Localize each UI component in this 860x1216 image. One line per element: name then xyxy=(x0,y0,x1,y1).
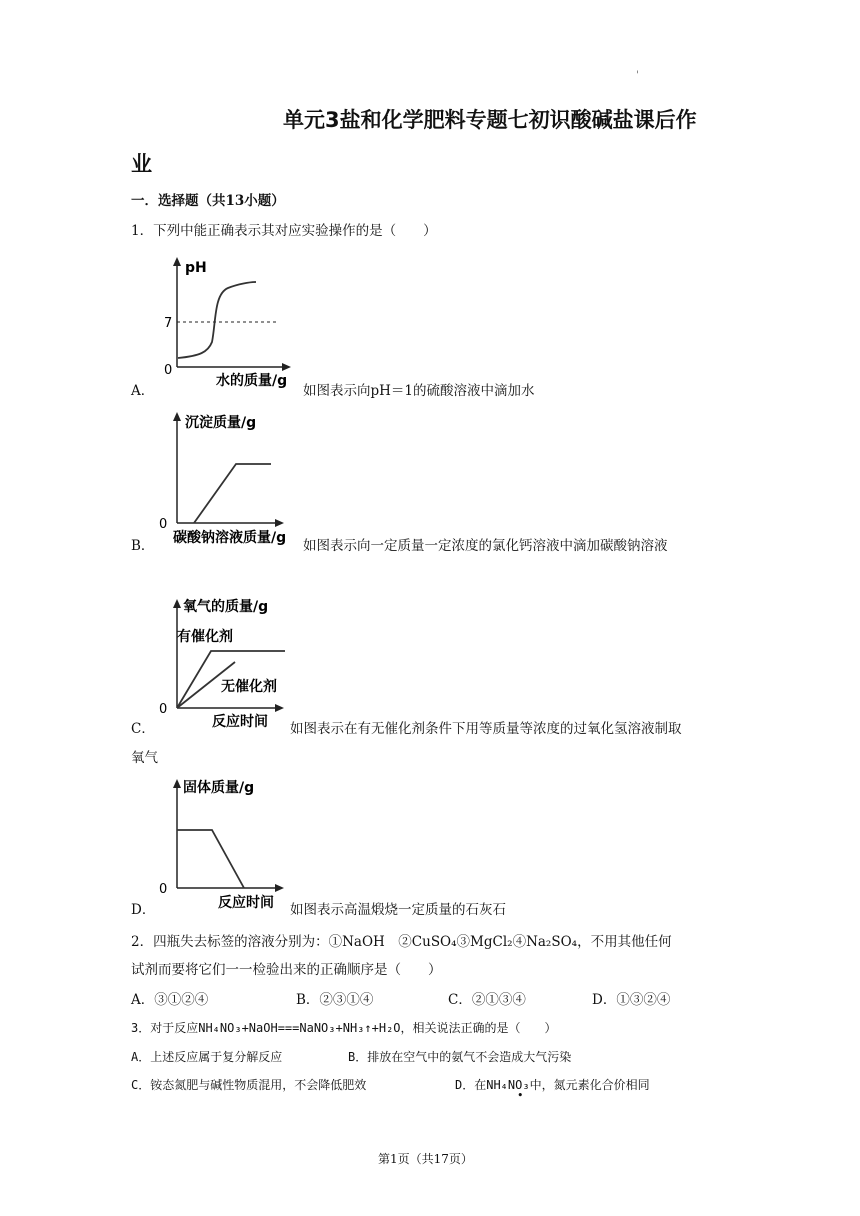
graph-c-x-label: 反应时间 xyxy=(212,714,268,730)
graph-b xyxy=(150,405,300,550)
graph-c-origin: 0 xyxy=(159,702,168,717)
question-1-stem: 1．下列中能正确表示其对应实验操作的是（ ） xyxy=(131,223,437,239)
graph-c-y-label: 氧气的质量/g xyxy=(183,599,269,615)
graph-a-x-label: 水的质量/g xyxy=(216,373,288,389)
option-c-desc-cont: 氧气 xyxy=(131,750,158,766)
question-2-line1: 2．四瓶失去标签的溶液分别为：①NaOH ②CuSO₄③MgCl₂④Na₂SO₄，不用其他任何 xyxy=(131,934,672,950)
emphasis-dot: • xyxy=(517,1089,524,1102)
graph-a xyxy=(150,252,300,392)
question-3-stem: 3．对于反应NH₄NO₃+NaOH===NaNO₃+NH₃↑+H₂O，相关说法正确的是（ ） xyxy=(131,1021,557,1035)
graph-c xyxy=(150,590,300,735)
question-3-option-a: A．上述反应属于复分解反应 xyxy=(131,1050,283,1064)
document-title-line2: 业 xyxy=(131,152,152,176)
graph-b-x-label: 碳酸钠溶液质量/g xyxy=(173,530,287,546)
page-footer: 第1页（共17页） xyxy=(378,1152,473,1166)
graph-c-curve1-label: 有催化剂 xyxy=(177,629,233,645)
graph-d xyxy=(150,770,300,915)
question-2-line2: 试剂而要将它们一一检验出来的正确顺序是（ ） xyxy=(131,962,442,978)
option-d-letter: D． xyxy=(131,902,156,918)
option-a-letter: A． xyxy=(131,383,155,399)
option-c-desc: 如图表示在有无催化剂条件下用等质量等浓度的过氧化氢溶液制取 xyxy=(290,721,682,737)
option-d-desc: 如图表示高温煅烧一定质量的石灰石 xyxy=(290,902,506,918)
graph-b-origin: 0 xyxy=(159,517,168,532)
graph-a-ref-tick: 7 xyxy=(164,316,173,331)
question-3-option-d: D．在NH₄NO₃中，氮元素化合价相同 xyxy=(455,1078,650,1092)
graph-d-origin: 0 xyxy=(159,882,168,897)
graph-a-origin: 0 xyxy=(164,363,173,378)
question-2-option-b: B．②③①④ xyxy=(296,992,374,1008)
question-2-option-c: C．②①③④ xyxy=(448,992,526,1008)
graph-a-y-label: pH xyxy=(185,260,207,276)
section-heading: 一．选择题（共13小题） xyxy=(131,193,285,209)
option-b-desc: 如图表示向一定质量一定浓度的氯化钙溶液中滴加碳酸钠溶液 xyxy=(303,538,668,554)
graph-d-y-label: 固体质量/g xyxy=(183,780,255,796)
question-3-option-c: C．铵态氮肥与碱性物质混用，不会降低肥效 xyxy=(131,1078,367,1092)
graph-d-x-label: 反应时间 xyxy=(218,895,274,911)
graph-b-y-label: 沉淀质量/g xyxy=(185,415,257,431)
option-a-desc: 如图表示向pH＝1的硫酸溶液中滴加水 xyxy=(303,383,535,399)
option-c-letter: C． xyxy=(131,721,155,737)
graph-c-curve2-label: 无催化剂 xyxy=(221,679,277,695)
header-mark: ' xyxy=(636,70,639,81)
document-title-line1: 单元3盐和化学肥料专题七初识酸碱盐课后作 xyxy=(283,108,697,132)
question-2-option-d: D．①③②④ xyxy=(592,992,671,1008)
question-2-option-a: A．③①②④ xyxy=(131,992,209,1008)
option-b-letter: B． xyxy=(131,538,155,554)
question-3-option-b: B．排放在空气中的氨气不会造成大气污染 xyxy=(348,1050,572,1064)
